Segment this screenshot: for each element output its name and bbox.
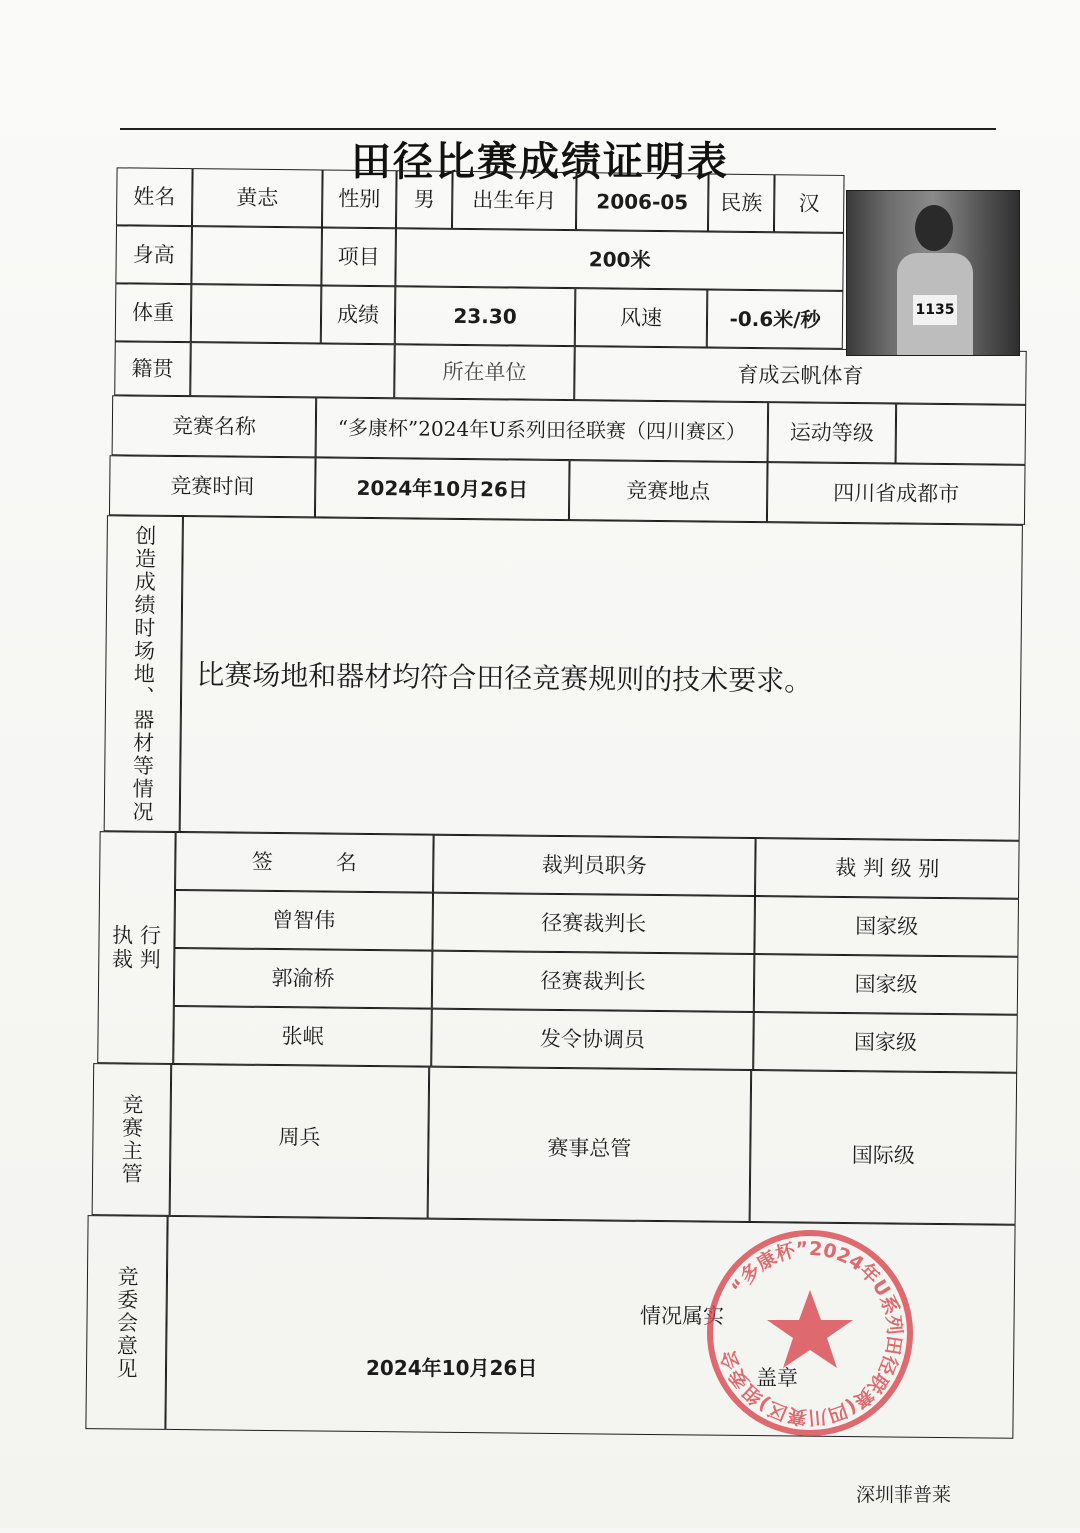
label-venue <box>104 515 183 832</box>
judge-level: 国家级 <box>754 896 1019 957</box>
label-competition-time: 竞赛时间 <box>109 455 316 517</box>
label-judges-line2: 裁 判 <box>111 947 161 972</box>
label-birth: 出生年月 <box>452 171 577 230</box>
seal-text: “多康杯”2024年U系列田径联赛(四川赛区)组委会 <box>717 1237 906 1429</box>
value-result: 23.30 <box>395 286 576 346</box>
judge-name: 曾智伟 <box>174 890 433 951</box>
supervisor-role: 赛事总管 <box>428 1067 752 1222</box>
value-sport-level <box>896 403 1027 464</box>
official-seal <box>705 1228 915 1438</box>
value-competition-name: “多康杯”2024年U系列田径联赛（四川赛区） <box>316 397 769 462</box>
judge-level: 国家级 <box>754 954 1019 1015</box>
label-committee-text: 竞委会意见 <box>113 1264 140 1381</box>
value-hometown <box>190 342 395 398</box>
label-hometown: 籍贯 <box>114 341 191 396</box>
value-competition-place: 四川省成都市 <box>767 462 1026 525</box>
header-level: 裁 判 级 别 <box>755 838 1020 899</box>
label-judges <box>97 831 175 1064</box>
value-ethnicity: 汉 <box>774 174 845 233</box>
value-venue-note: 比赛场地和器材均符合田径竞赛规则的技术要求。 <box>180 516 1023 841</box>
value-event: 200米 <box>395 228 844 291</box>
label-sport-level: 运动等级 <box>768 402 897 463</box>
photo-bib: 1135 <box>913 295 957 325</box>
label-competition-name: 竞赛名称 <box>112 395 317 457</box>
value-gender: 男 <box>396 170 453 229</box>
judge-role: 发令协调员 <box>431 1009 754 1070</box>
value-unit: 育成云帆体育 <box>574 346 1027 405</box>
supervisor-name: 周兵 <box>170 1064 430 1219</box>
committee-statement: 情况属实 <box>640 1304 724 1328</box>
header-role: 裁判员职务 <box>433 835 756 896</box>
label-unit: 所在单位 <box>394 344 575 400</box>
seal-star-icon <box>767 1290 853 1368</box>
footer-watermark: 深圳菲普莱 <box>856 1484 952 1506</box>
judge-role: 径赛裁判长 <box>432 951 755 1012</box>
label-competition-place: 竞赛地点 <box>569 460 768 522</box>
label-judges-line1: 执 行 <box>112 923 162 948</box>
supervisor-level: 国际级 <box>750 1070 1018 1225</box>
committee-seal-note: 盖章 <box>756 1366 798 1390</box>
photo-head <box>915 205 953 251</box>
label-supervisor <box>92 1063 172 1216</box>
header-sign: 签 名 <box>175 832 434 893</box>
value-birth: 2006-05 <box>576 172 709 231</box>
value-height <box>191 226 322 285</box>
athlete-photo <box>846 190 1020 356</box>
label-name: 姓名 <box>116 167 193 226</box>
judge-level: 国家级 <box>753 1012 1018 1073</box>
label-committee <box>85 1215 167 1430</box>
label-height: 身高 <box>115 225 192 284</box>
label-ethnicity: 民族 <box>708 174 775 233</box>
label-weight: 体重 <box>115 283 192 342</box>
committee-date: 2024年10月26日 <box>366 1356 538 1380</box>
label-venue-text: 创造成绩时场地、器材等情况 <box>129 524 157 824</box>
label-result: 成绩 <box>321 285 396 344</box>
label-event: 项目 <box>321 227 396 286</box>
form-title: 田径比赛成绩证明表 <box>351 138 729 185</box>
value-competition-time: 2024年10月26日 <box>315 457 570 520</box>
value-name: 黄志 <box>192 168 323 227</box>
label-supervisor-text: 竞赛主管 <box>119 1093 144 1186</box>
label-gender: 性别 <box>322 169 397 228</box>
judge-role: 径赛裁判长 <box>432 893 755 954</box>
judge-name: 张岷 <box>173 1006 432 1067</box>
value-weight <box>191 284 322 343</box>
value-wind: -0.6米/秒 <box>707 290 844 349</box>
judge-name: 郭渝桥 <box>174 948 433 1009</box>
label-wind: 风速 <box>575 288 708 347</box>
